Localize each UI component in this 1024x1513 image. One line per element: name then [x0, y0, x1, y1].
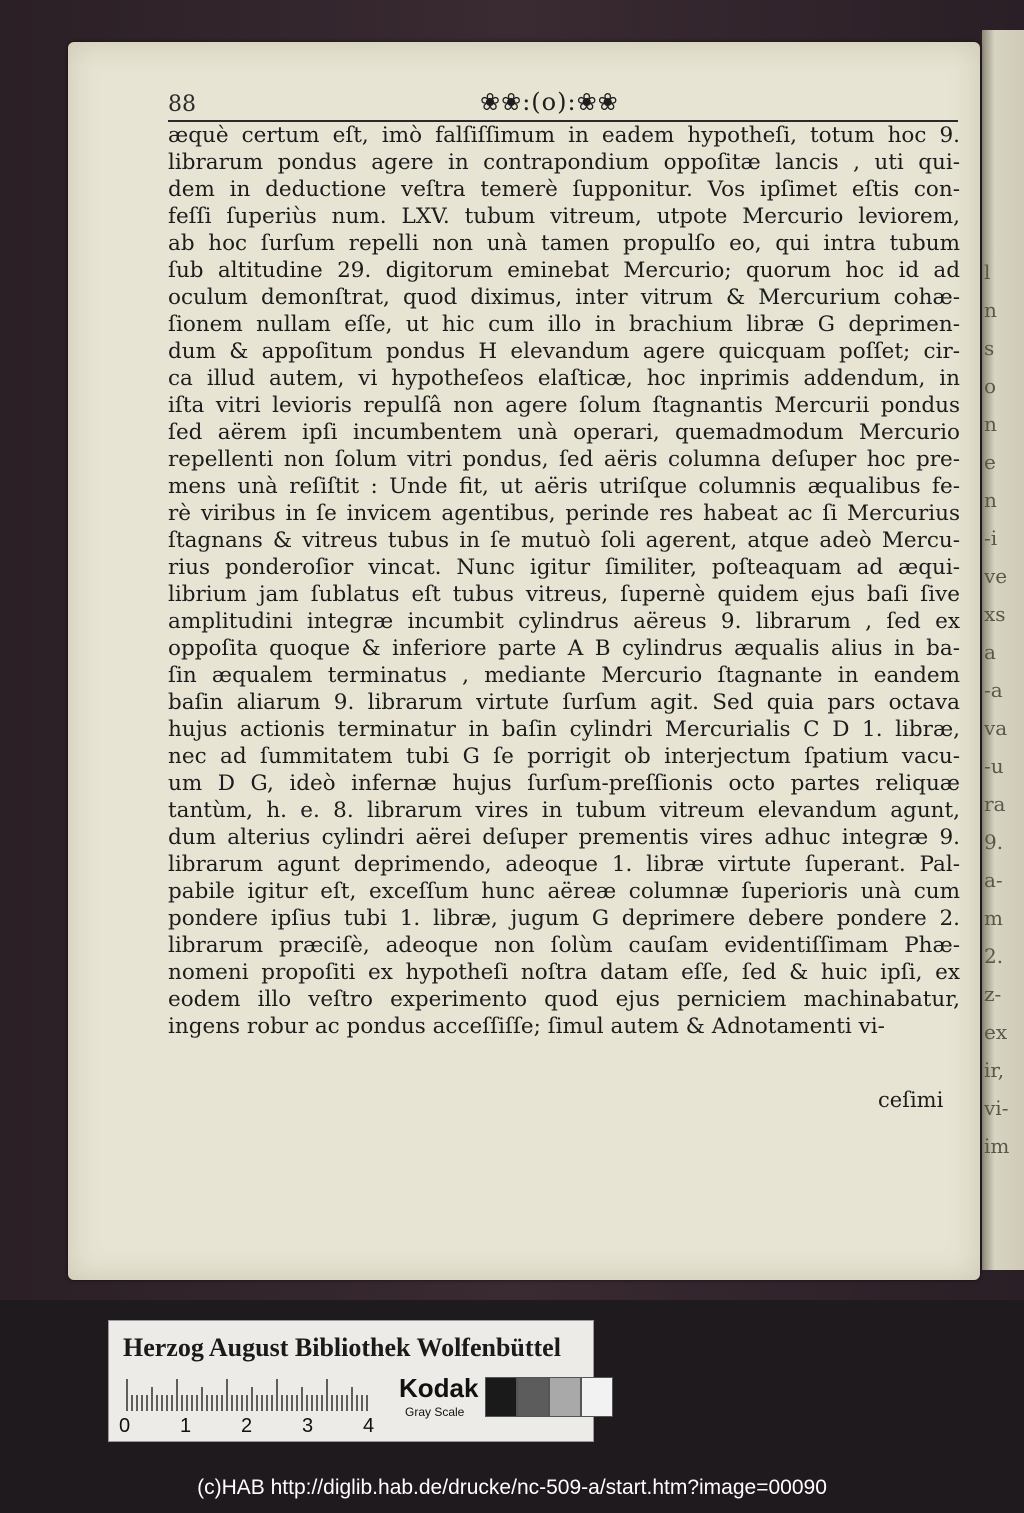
- next-page-fragment: -i: [984, 526, 998, 550]
- text-line: ca illud autem, vi hypotheſeos elaſticæ, hoc inprimis addendum, in: [168, 366, 960, 391]
- gray-scale-label: Gray Scale: [405, 1405, 465, 1419]
- text-line: librarum præciſè, adeoque non ſolùm cauſam evidentiſſimam Phæ-: [168, 933, 960, 958]
- gray-swatches: [485, 1377, 613, 1415]
- text-line: pondere ipſius tubi 1. libræ, jugum G deprimere debere pondere 2.: [168, 906, 960, 931]
- text-line: librarum agunt deprimendo, adeoque 1. libræ virtute ſuperant. Pal-: [168, 852, 960, 877]
- next-page-fragment: a: [984, 640, 996, 664]
- text-line: iſta vitri levioris repulſâ non agere ſolum ſtagnantis Mercurii pondus: [168, 393, 960, 418]
- text-line: amplitudini integræ incumbit cylindrus aëreus 9. librarum , ſed ex: [168, 609, 960, 634]
- next-page-fragment: ve: [984, 564, 1008, 588]
- next-page-fragment: a-: [984, 868, 1003, 892]
- body-text: [168, 122, 960, 1040]
- text-line: ingens robur ac pondus acceſſiſſe; ſimul autem & Adnotamenti vi-: [168, 1014, 885, 1039]
- text-line: rius ponderoſior vincat. Nunc igitur ſimiliter, poſteaquam ad æqui-: [168, 555, 960, 580]
- gray-swatch: [549, 1377, 581, 1417]
- next-page-fragment: ra: [984, 792, 1006, 816]
- next-page-fragment: xs: [984, 602, 1006, 626]
- text-line: feſſi ſuperiùs num. LXV. tubum vitreum, utpote Mercurio leviorem,: [168, 204, 960, 229]
- text-line: librarum pondus agere in contrapondium oppoſitæ lancis , uti qui-: [168, 150, 960, 175]
- text-line: oculum demonſtrat, quod diximus, inter vitrum & Mercurium cohæ-: [168, 285, 960, 310]
- text-line: mens unà reſiſtit : Unde fit, ut aëris utriſque columnis æqualibus fe-: [168, 474, 960, 499]
- text-line: nec ad ſummitatem tubi G ſe porrigit ob interjectum ſpatium vacu-: [168, 744, 960, 769]
- card-title: Herzog August Bibliothek Wolfenbüttel: [123, 1333, 561, 1362]
- text-line: dum & appoſitum pondus H elevandum agere quicquam poſſet; cir-: [168, 339, 960, 364]
- next-page-fragment: im: [984, 1134, 1010, 1158]
- text-line: ſtagnans & vitreus tubus in ſe mutuò ſoli agerent, atque adeò Mercu-: [168, 528, 960, 553]
- color-calibration-card: [108, 1320, 594, 1442]
- next-page-fragment: e: [984, 450, 996, 474]
- text-line: ſionem nullam eſſe, ut hic cum illo in brachium libræ G deprimen-: [168, 312, 960, 337]
- next-page-fragment: l: [984, 260, 991, 284]
- page-number: 88: [168, 92, 196, 117]
- next-page-fragment: o: [984, 374, 997, 398]
- next-page-fragment: z-: [984, 982, 1002, 1006]
- next-page-fragment: -a: [984, 678, 1003, 702]
- ruler-number: 0: [119, 1415, 131, 1437]
- next-page-fragment: n: [984, 488, 997, 512]
- next-page-fragment: va: [984, 716, 1008, 740]
- gray-swatch: [581, 1377, 613, 1417]
- next-page-fragment: 9.: [984, 830, 1004, 854]
- next-page-fragment: n: [984, 412, 997, 436]
- next-page-fragment: s: [984, 336, 995, 360]
- next-page-fragment: 2.: [984, 944, 1004, 968]
- text-line: oppoſita quoque & inferiore parte A B cylindrus æqualis alius in ba-: [168, 636, 960, 661]
- next-page-fragment: m: [984, 906, 1003, 930]
- text-line: librium jam ſublatus eſt tubus vitreus, ſupernè quidem ejus baſi ſive: [168, 582, 960, 607]
- text-line: ſed aërem ipſi incumbentem unà operari, quemadmodum Mercurio: [168, 420, 960, 445]
- header-ornament: ❀❀:(o):❀❀: [480, 88, 619, 116]
- text-line: repellenti non ſolum vitri pondus, ſed aëris columna deſuper hoc pre-: [168, 447, 960, 472]
- ruler-scale: [123, 1379, 373, 1411]
- next-page-fragment: n: [984, 298, 997, 322]
- text-line: ſin æqualem terminatus , mediante Mercurio ſtagnante in eandem: [168, 663, 960, 688]
- page-header: [168, 88, 958, 122]
- catchword: ceſimi: [878, 1088, 944, 1112]
- next-page-edge: [982, 30, 1024, 1270]
- next-page-fragment: vi-: [984, 1096, 1009, 1120]
- text-line: tantùm, h. e. 8. librarum vires in tubum vitreum elevandum agunt,: [168, 798, 960, 823]
- source-url-footer: (c)HAB http://diglib.hab.de/drucke/nc-509-a/start.htm?image=00090: [197, 1476, 827, 1499]
- gray-swatch: [485, 1377, 517, 1417]
- ruler-number: 4: [363, 1415, 375, 1437]
- ruler-number: 3: [302, 1415, 314, 1437]
- text-line: hujus actionis terminatur in baſin cylindri Mercurialis C D 1. libræ,: [168, 717, 960, 742]
- text-line: æquè certum eſt, imò falſiſſimum in eadem hypotheſi, totum hoc 9.: [168, 123, 960, 148]
- text-line: rè viribus in ſe invicem agentibus, perinde res habeat ac ſi Mercurius: [168, 501, 960, 526]
- text-line: eodem illo veſtro experimento quod ejus perniciem machinabatur,: [168, 987, 960, 1012]
- text-line: dum alterius cylindri aërei deſuper prementis vires adhuc integræ 9.: [168, 825, 960, 850]
- text-line: ſub altitudine 29. digitorum eminebat Mercurio; quorum hoc id ad: [168, 258, 960, 283]
- ruler-number: 2: [241, 1415, 253, 1437]
- text-line: um D G, ideò infernæ hujus ſurſum-preſſionis octo partes reliquæ: [168, 771, 960, 796]
- text-line: pabile igitur eſt, exceſſum hunc aëreæ columnæ ſuperioris unà cum: [168, 879, 960, 904]
- next-page-fragment: ir,: [984, 1058, 1005, 1082]
- text-line: nomeni propoſiti ex hypotheſi noſtra datam eſſe, ſed & huic ipſi, ex: [168, 960, 960, 985]
- text-line: dem in deductione veſtra temerè ſupponitur. Vos ipſimet eſtis con-: [168, 177, 960, 202]
- text-line: baſin aliarum 9. librarum virtute ſurſum agit. Sed quia pars octava: [168, 690, 960, 715]
- gray-swatch: [517, 1377, 549, 1417]
- text-line: ab hoc ſurſum repelli non unà tamen propulſo eo, qui intra tubum: [168, 231, 960, 256]
- ruler-number: 1: [180, 1415, 192, 1437]
- kodak-logo: Kodak: [399, 1373, 479, 1403]
- next-page-fragment: ex: [984, 1020, 1008, 1044]
- next-page-fragment: -u: [984, 754, 1004, 778]
